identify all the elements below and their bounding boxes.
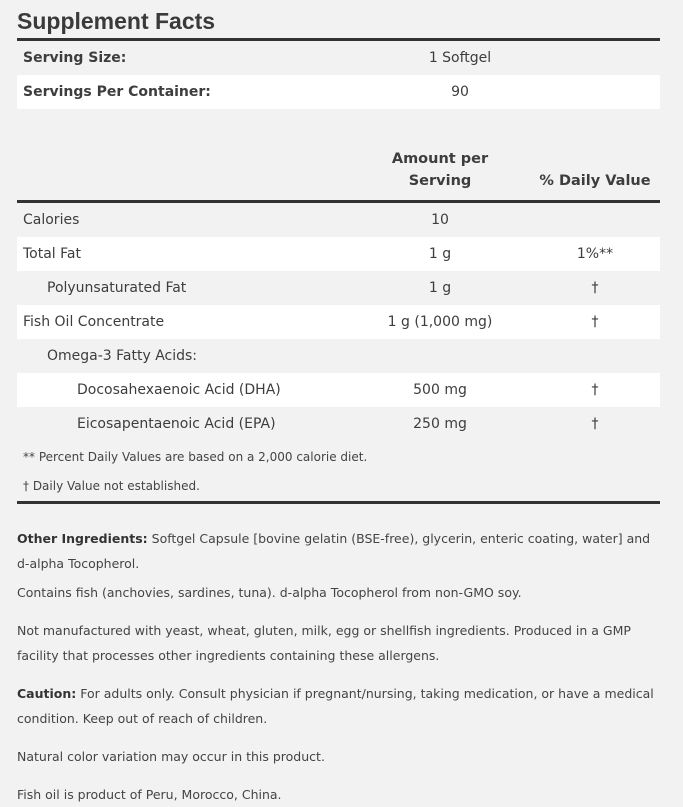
- table-header: [17, 139, 660, 200]
- nutrient-name: Total Fat: [23, 246, 81, 262]
- servings-per-container-row: [17, 75, 660, 109]
- nutrient-name: Calories: [23, 212, 80, 228]
- amount-per-serving-header: [350, 148, 530, 192]
- table-row: [17, 305, 660, 339]
- nutrient-daily-value: 1%**: [576, 246, 614, 262]
- servings-per-container-value: 90: [451, 84, 469, 100]
- nutrient-amount: 1 g (1,000 mg): [387, 314, 493, 330]
- nutrient-name: Docosahexaenoic Acid (DHA): [77, 382, 281, 398]
- table-row: [17, 407, 660, 441]
- nutrient-name: Fish Oil Concentrate: [23, 314, 165, 330]
- footnote-not-established: † Daily Value not established.: [23, 479, 200, 493]
- nutrient-name: Polyunsaturated Fat: [47, 280, 187, 296]
- other-ingredients-text: Softgel Capsule [bovine gelatin (BSE-free), glycerin, enteric coating, water] and d-alpha Tocopherol.: [17, 531, 651, 571]
- daily-value-header: % Daily Value: [539, 173, 651, 189]
- color-variation-note: Natural color variation may occur in this product.: [17, 749, 325, 764]
- nutrient-name: Eicosapentaenoic Acid (EPA): [77, 416, 276, 432]
- page-title: Supplement Facts: [17, 8, 216, 34]
- nutrient-daily-value: †: [591, 416, 599, 432]
- caution-text: For adults only. Consult physician if pregnant/nursing, taking medication, or have a medical condition. Keep out of reach of children.: [17, 686, 654, 726]
- table-row: [17, 237, 660, 271]
- allergen-statement: Not manufactured with yeast, wheat, gluten, milk, egg or shellfish ingredients. Produced in a GMP facility that processes other ingredients containing these allergens.: [17, 623, 631, 663]
- footnote-daily-values: ** Percent Daily Values are based on a 2,000 calorie diet.: [23, 450, 368, 464]
- amount-header-line2: Serving: [408, 173, 472, 189]
- serving-size-row: [17, 41, 660, 75]
- nutrient-amount: 1 g: [428, 280, 452, 296]
- table-row: [17, 339, 660, 373]
- nutrient-daily-value: †: [591, 382, 599, 398]
- nutrient-amount: 1 g: [428, 246, 452, 262]
- label-notes: [17, 504, 660, 807]
- table-row: [17, 373, 660, 407]
- serving-size-label: Serving Size:: [23, 50, 127, 66]
- other-ingredients-label: Other Ingredients:: [17, 531, 148, 546]
- nutrient-amount: 10: [431, 212, 449, 228]
- contains-statement: Contains fish (anchovies, sardines, tuna). d-alpha Tocopherol from non-GMO soy.: [17, 585, 522, 600]
- table-row: [17, 271, 660, 305]
- caution-statement: [17, 681, 660, 731]
- amount-header-line1: Amount per: [391, 151, 489, 167]
- servings-per-container-label: Servings Per Container:: [23, 84, 211, 100]
- other-ingredients: [17, 526, 660, 576]
- nutrient-amount: 250 mg: [413, 416, 467, 432]
- nutrient-daily-value: †: [591, 314, 599, 330]
- table-row: [17, 203, 660, 237]
- nutrient-daily-value: †: [591, 280, 599, 296]
- caution-label: Caution:: [17, 686, 77, 701]
- nutrient-amount: 500 mg: [413, 382, 467, 398]
- origin-statement: Fish oil is product of Peru, Morocco, China.: [17, 787, 282, 802]
- serving-size-value: 1 Softgel: [428, 50, 492, 66]
- nutrient-name: Omega-3 Fatty Acids:: [47, 348, 198, 364]
